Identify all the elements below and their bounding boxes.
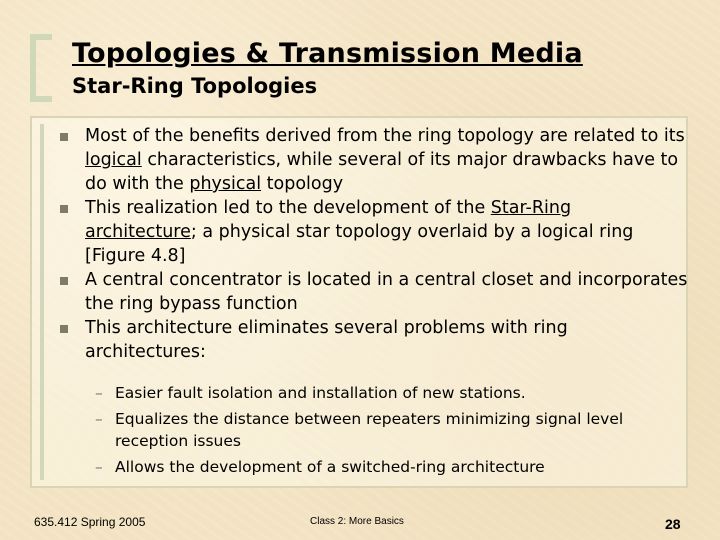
bullet-text: ; a physical star topology overlaid by a logical ring [Figure 4.8] — [85, 222, 634, 266]
bullet-square-icon — [60, 325, 68, 333]
bullet-square-icon — [60, 205, 68, 213]
bullet-item — [58, 196, 688, 268]
sub-bullet-item — [95, 382, 685, 404]
sub-bullet-text: Easier fault isolation and installation of new stations. — [115, 384, 526, 402]
bullet-item — [58, 316, 688, 364]
slide-subtitle: Star-Ring Topologies — [72, 74, 318, 98]
footer-class-title: Class 2: More Basics — [310, 516, 404, 527]
bullet-list — [58, 124, 688, 364]
bullet-text: A central concentrator is located in a central closet and incorporates the ring bypass function — [85, 270, 688, 314]
bullet-text: This architecture eliminates several problems with ring architectures: — [85, 318, 568, 362]
sub-bullet-item — [95, 408, 685, 452]
footer-course: 635.412 Spring 2005 — [34, 515, 146, 529]
sub-bullet-item — [95, 456, 685, 478]
sub-bullet-list — [95, 382, 685, 482]
title-frame-left — [30, 34, 36, 100]
sub-bullet-text: Allows the development of a switched-ring architecture — [115, 458, 545, 476]
slide-title: Topologies & Transmission Media — [72, 38, 583, 69]
bullet-text: topology — [261, 174, 344, 194]
content-frame-inner-bar — [40, 124, 44, 480]
sub-bullet-dash-icon: – — [95, 458, 103, 476]
bullet-text: characteristics, while several of its major drawbacks have to do with the — [85, 150, 679, 194]
sub-bullet-dash-icon: – — [95, 410, 103, 428]
bullet-square-icon — [60, 277, 68, 285]
bullet-text: This realization led to the development of the — [85, 198, 491, 218]
bullet-item — [58, 124, 688, 196]
bullet-square-icon — [60, 133, 68, 141]
sub-bullet-dash-icon: – — [95, 384, 103, 402]
bullet-underlined-term: physical — [189, 174, 262, 194]
page-number: 28 — [665, 516, 681, 532]
title-frame-bottom — [30, 96, 52, 102]
bullet-underlined-term: Star-Ring architecture — [85, 198, 572, 242]
bullet-underlined-term: logical — [85, 150, 142, 170]
bullet-item — [58, 268, 688, 316]
sub-bullet-text: Equalizes the distance between repeaters minimizing signal level reception issues — [115, 410, 624, 450]
bullet-text: Most of the benefits derived from the ring topology are related to its — [85, 126, 685, 146]
